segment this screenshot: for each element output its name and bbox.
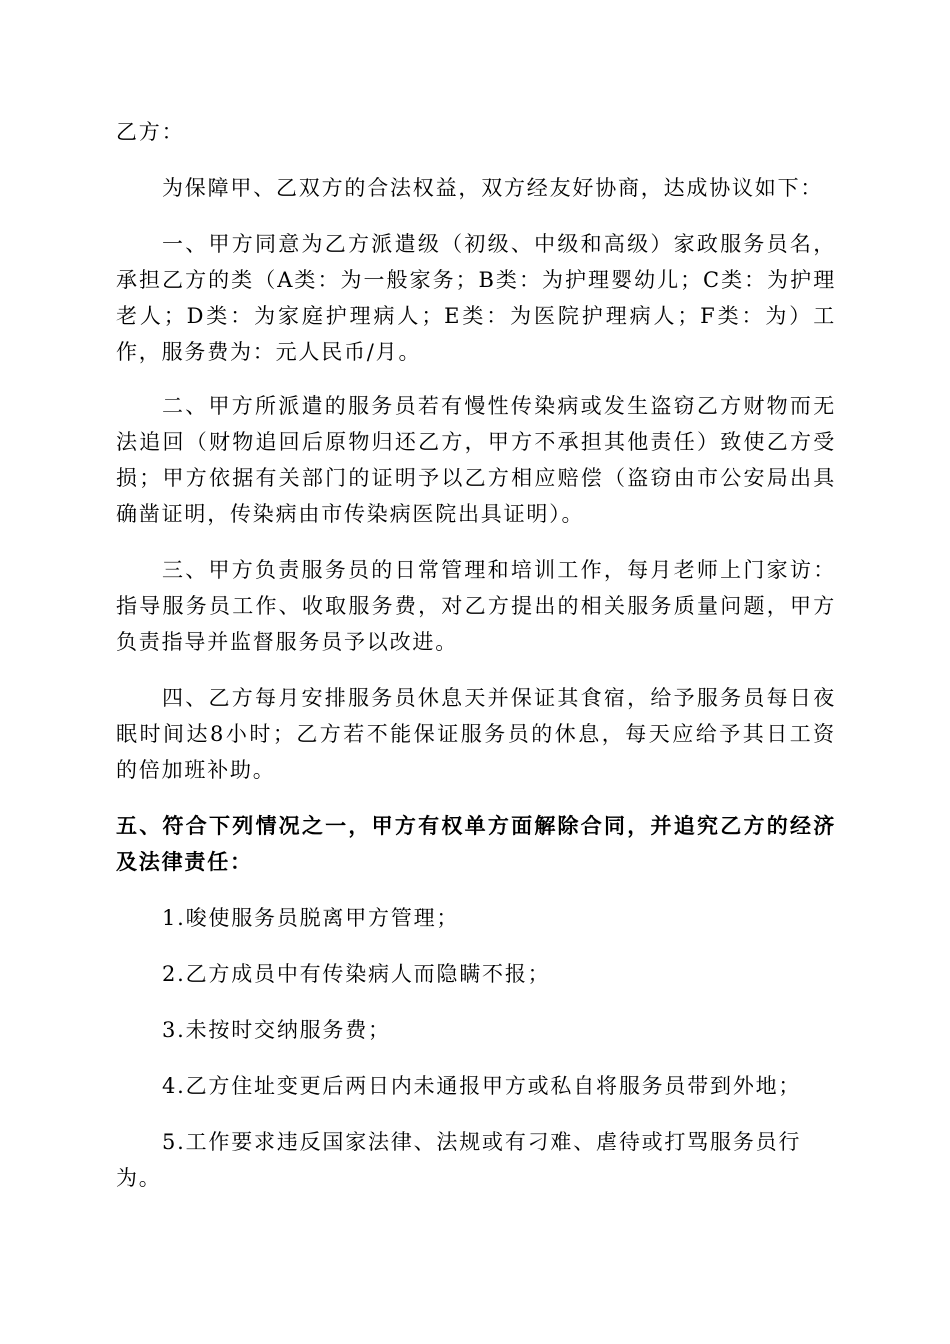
list-item: 5.工作要求违反国家法律、法规或有刁难、虐待或打骂服务员行为。	[116, 1130, 802, 1190]
clause-three: 三、甲方负责服务员的日常管理和培训工作，每月老师上门家访：指导服务员工作、收取服务费，对乙方提出的相关服务质量问题，甲方负责指导并监督服务员予以改进。	[116, 558, 836, 654]
agreement-intro: 为保障甲、乙双方的合法权益，双方经友好协商，达成协议如下：	[162, 176, 824, 200]
clause-four: 四、乙方每月安排服务员休息天并保证其食宿，给予服务员每日夜眠时间达8小时；乙方若不能保证服务员的休息，每天应给予其日工资的倍加班补助。	[116, 686, 836, 782]
list-item: 2.乙方成员中有传染病人而隐瞒不报；	[162, 962, 551, 986]
document-body	[116, 114, 836, 1196]
list-item: 4.乙方住址变更后两日内未通报甲方或私自将服务员带到外地；	[162, 1074, 802, 1098]
clause-two: 二、甲方所派遣的服务员若有慢性传染病或发生盗窃乙方财物而无法追回（财物追回后原物归还乙方，甲方不承担其他责任）致使乙方受损；甲方依据有关部门的证明予以乙方相应赔偿（盗窃由市公安局出具确凿证明，传染病由市传染病医院出具证明）。	[116, 394, 836, 526]
clause-one: 一、甲方同意为乙方派遣级（初级、中级和高级）家政服务员名，承担乙方的类（A类：为一般家务；B类：为护理婴幼儿；C类：为护理老人；D类：为家庭护理病人；E类：为医院护理病人；F类：为）工作，服务费为：元人民币/月。	[116, 232, 836, 364]
section-five-heading: 五、符合下列情况之一，甲方有权单方面解除合同，并追究乙方的经济及法律责任：	[116, 813, 836, 874]
list-item: 3.未按时交纳服务费；	[162, 1018, 391, 1042]
list-item: 1.唆使服务员脱离甲方管理；	[162, 906, 460, 930]
party-b-label: 乙方：	[116, 120, 185, 144]
